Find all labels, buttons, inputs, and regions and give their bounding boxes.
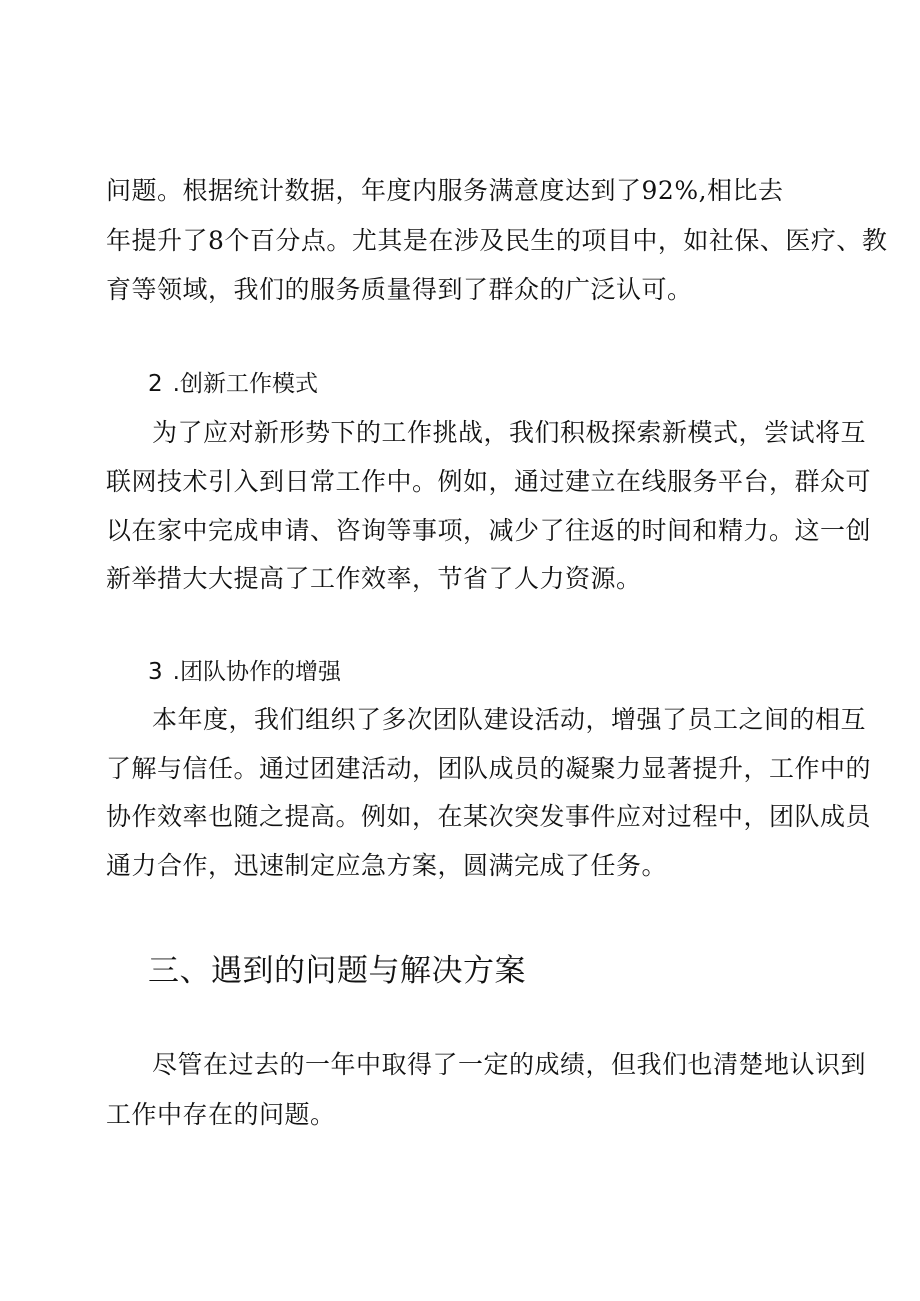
paragraph-line: 新举措大大提高了工作效率，节省了人力资源。: [106, 564, 642, 593]
section-title: 三、遇到的问题与解决方案: [148, 953, 526, 989]
paragraph-line: 问题。根据统计数据，年度内服务满意度达到了92%,相比去: [106, 176, 784, 205]
paragraph-line: 以在家中完成申请、咨询等事项，减少了往返的时间和精力。这一创: [106, 516, 872, 545]
subsection-heading-2: [148, 370, 318, 398]
paragraph-line: 通力合作，迅速制定应急方案，圆满完成了任务。: [106, 851, 668, 880]
paragraph-line: 联网技术引入到日常工作中。例如，通过建立在线服务平台，群众可: [106, 467, 872, 496]
paragraph-line: 本年度，我们组织了多次团队建设活动，增强了员工之间的相互: [152, 705, 867, 734]
subsection-heading-3: [148, 658, 341, 686]
paragraph-line: 了解与信任。通过团建活动，团队成员的凝聚力显著提升，工作中的: [106, 754, 872, 783]
paragraph-line: 为了应对新形势下的工作挑战，我们积极探索新模式，尝试将互: [152, 418, 867, 447]
paragraph-line: 协作效率也随之提高。例如，在某次突发事件应对过程中，团队成员: [106, 802, 872, 831]
paragraph-line: 尽管在过去的一年中取得了一定的成绩，但我们也清楚地认识到: [152, 1050, 867, 1079]
subsection-number: 2: [148, 371, 163, 397]
subsection-title: .团队协作的增强: [172, 659, 341, 685]
subsection-title: .创新工作模式: [172, 371, 318, 397]
subsection-number: 3: [148, 659, 163, 685]
paragraph-line: 育等领域，我们的服务质量得到了群众的广泛认可。: [106, 275, 693, 304]
paragraph-line: 工作中存在的问题。: [106, 1100, 336, 1129]
paragraph-line: 年提升了8个百分点。尤其是在涉及民生的项目中，如社保、医疗、教: [106, 226, 888, 255]
